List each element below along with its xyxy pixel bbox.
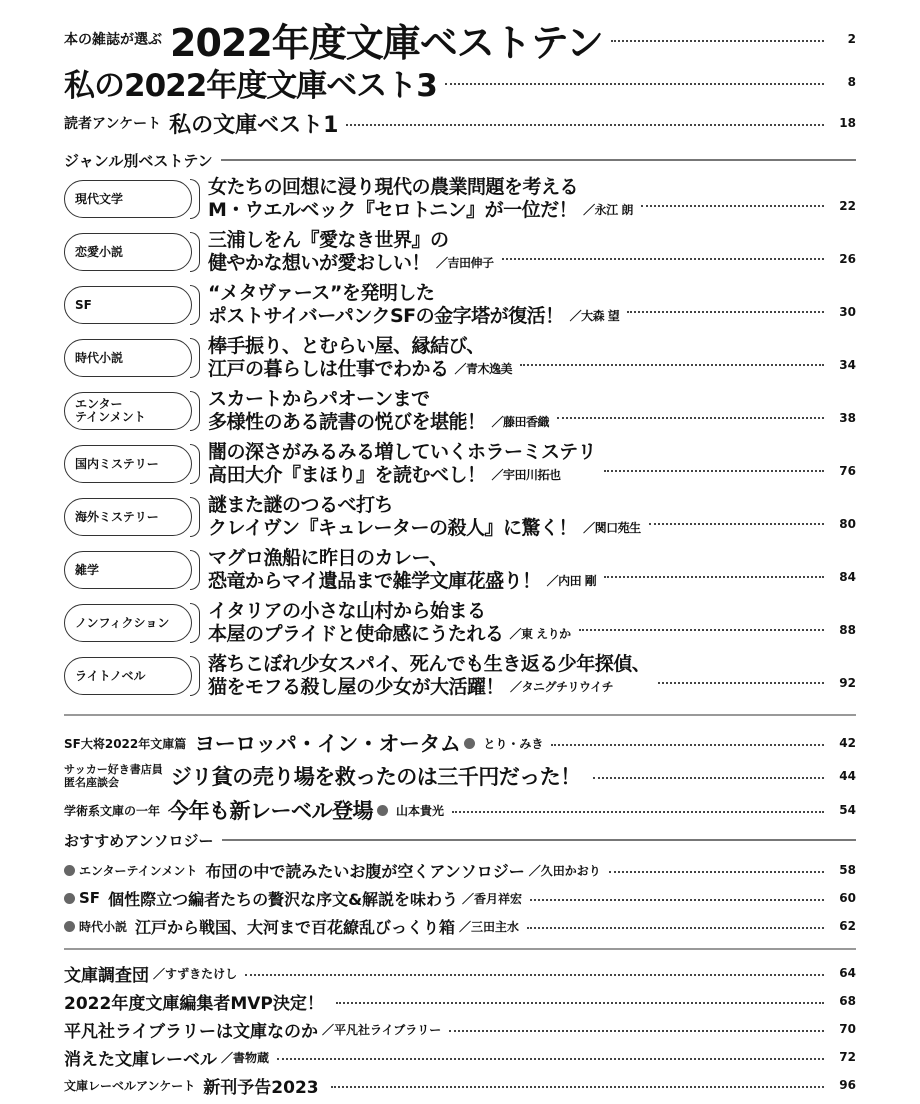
toc-entry[interactable] xyxy=(64,16,856,65)
genre-badge: 現代文学 xyxy=(64,180,192,218)
page-number: 54 xyxy=(839,803,856,817)
title-line-1: 落ちこぼれ少女スパイ、死んでも生き返る少年探偵、 xyxy=(208,653,651,675)
leader-dots xyxy=(245,974,824,976)
bullet-icon xyxy=(64,921,75,932)
genre-entry[interactable] xyxy=(64,228,856,276)
page-number: 60 xyxy=(839,891,856,905)
author: ／書物蔵 xyxy=(221,1050,270,1065)
section-divider xyxy=(64,714,856,716)
entry-title: ジリ貧の売り場を救ったのは三千円だった！ xyxy=(170,765,581,789)
page-number: 34 xyxy=(839,358,856,372)
toc-entry[interactable] xyxy=(64,1072,856,1098)
page-number: 70 xyxy=(839,1022,856,1036)
genre-badge: 国内ミステリー xyxy=(64,445,192,483)
section-rule xyxy=(222,839,856,841)
page-number: 72 xyxy=(839,1050,856,1064)
title-line-2: 健やかな想いが愛おしい！ xyxy=(208,252,431,274)
genre-badge: 時代小説 xyxy=(64,339,192,377)
leader-dots xyxy=(551,744,824,746)
genre-entry[interactable] xyxy=(64,493,856,541)
toc-entry[interactable] xyxy=(64,1044,856,1070)
page-number: 42 xyxy=(839,736,856,750)
title-line-1: スカートからパオーンまで xyxy=(208,388,430,410)
author: ／吉田伸子 xyxy=(436,256,494,270)
author: ／永江 朗 xyxy=(583,203,633,217)
leader-dots xyxy=(277,1058,824,1060)
toc-entry[interactable] xyxy=(64,62,856,102)
leader-dots xyxy=(641,205,824,207)
genre-title xyxy=(208,229,494,275)
bullet-icon xyxy=(64,865,75,876)
section-heading-anthology xyxy=(64,830,856,850)
author: ／東 えりか xyxy=(509,627,571,641)
title-line-2: M・ウエルベック『セロトニン』が一位だ！ xyxy=(208,199,578,221)
toc-entry[interactable] xyxy=(64,885,856,911)
leader-dots xyxy=(579,629,824,631)
leader-dots xyxy=(449,1030,824,1032)
genre-title xyxy=(208,335,512,381)
title-line-1: マグロ漁船に昨日のカレー、 xyxy=(208,547,448,569)
leader-dots xyxy=(627,311,824,313)
genre-entry[interactable] xyxy=(64,652,856,700)
section-rule xyxy=(221,159,856,161)
leader-dots xyxy=(649,523,824,525)
page-number: 44 xyxy=(839,769,856,783)
bracket-decoration xyxy=(190,656,200,696)
entry-title: 布団の中で読みたいお腹が空くアンソロジー xyxy=(205,861,525,881)
author: とり・みき xyxy=(483,736,544,751)
genre-entry[interactable] xyxy=(64,599,856,647)
section-divider xyxy=(64,948,856,950)
toc-entry[interactable] xyxy=(64,857,856,883)
title-line-1: 棒手振り、とむらい屋、縁結び、 xyxy=(208,335,485,357)
bracket-decoration xyxy=(190,603,200,643)
author: ／内田 剛 xyxy=(546,574,597,588)
author: ／香月祥宏 xyxy=(462,891,523,906)
entry-prefix: SF大将2022年文庫篇 xyxy=(64,736,187,751)
genre-title xyxy=(208,494,641,540)
title-line-1: 闇の深さがみるみる増していくホラーミステリ xyxy=(208,441,597,463)
toc-entry[interactable] xyxy=(64,796,856,824)
toc-entry[interactable] xyxy=(64,728,856,758)
leader-dots xyxy=(557,417,824,419)
entry-prefix: 文庫レーベルアンケート xyxy=(64,1078,196,1093)
page-number: 38 xyxy=(839,411,856,425)
genre-badge: エンター テインメント xyxy=(64,392,192,430)
entry-title: 2022年度文庫編集者MVP決定！ xyxy=(64,993,324,1014)
genre-title xyxy=(208,547,596,593)
genre-badge: ライトノベル xyxy=(64,657,192,695)
title-line-2: 江戸の暮らしは仕事でわかる xyxy=(208,358,449,380)
toc-entry[interactable] xyxy=(64,913,856,939)
toc-entry[interactable] xyxy=(64,988,856,1014)
author: ／藤田香織 xyxy=(491,415,550,429)
page-number: 92 xyxy=(839,676,856,690)
section-heading-genre xyxy=(64,150,856,170)
page-number: 18 xyxy=(839,116,856,130)
page-number: 8 xyxy=(847,75,856,89)
entry-title: 消えた文庫レーベル xyxy=(64,1049,217,1070)
category-label: SF xyxy=(79,889,101,907)
leader-dots xyxy=(331,1086,824,1088)
page-number: 76 xyxy=(839,464,856,478)
leader-dots xyxy=(527,927,824,929)
toc-entry[interactable] xyxy=(64,108,856,138)
title-line-1: 三浦しをん『愛なき世界』の xyxy=(208,229,449,251)
author: ／久田かおり xyxy=(528,863,601,878)
leader-dots xyxy=(593,777,824,779)
category-label: エンターテインメント xyxy=(79,863,198,878)
entry-prefix: 本の雑誌が選ぶ xyxy=(64,32,162,48)
bracket-decoration xyxy=(190,497,200,537)
leader-dots xyxy=(346,124,824,126)
entry-title: 私の2022年度文庫ベスト3 xyxy=(64,67,437,104)
genre-title xyxy=(208,388,549,434)
author: ／青木逸美 xyxy=(454,362,513,376)
author: ／関口苑生 xyxy=(583,521,641,535)
genre-title xyxy=(208,176,633,222)
author: ／大森 望 xyxy=(569,309,620,323)
entry-prefix: 学術系文庫の一年 xyxy=(64,803,161,818)
genre-badge: 雑学 xyxy=(64,551,192,589)
section-label: おすすめアンソロジー xyxy=(64,831,214,850)
leader-dots xyxy=(658,682,824,684)
genre-entry[interactable] xyxy=(64,281,856,329)
entry-prefix: 読者アンケート xyxy=(64,116,162,132)
entry-title: 個性際立つ編者たちの贅沢な序文&解説を味わう xyxy=(108,889,459,909)
author: ／タニグチリウイチ xyxy=(510,680,614,694)
category-label: 時代小説 xyxy=(79,919,128,934)
genre-title xyxy=(208,653,650,699)
page-number: 26 xyxy=(839,252,856,266)
author: ／宇田川拓也 xyxy=(491,468,561,482)
page-number: 84 xyxy=(839,570,856,584)
title-line-2: 恐竜からマイ遺品まで雑学文庫花盛り！ xyxy=(208,570,541,592)
leader-dots xyxy=(604,470,824,472)
title-line-2: ポストサイバーパンクSFの金字塔が復活！ xyxy=(208,305,564,327)
leader-dots xyxy=(452,811,824,813)
leader-dots xyxy=(611,40,824,42)
page-number: 68 xyxy=(839,994,856,1008)
entry-title: 私の文庫ベスト1 xyxy=(169,112,339,138)
page-number: 96 xyxy=(839,1078,856,1092)
bracket-decoration xyxy=(190,232,200,272)
entry-title: 江戸から戦国、大河まで百花繚乱びっくり箱 xyxy=(135,917,456,937)
leader-dots xyxy=(530,899,824,901)
page-number: 22 xyxy=(839,199,856,213)
toc-entry[interactable] xyxy=(64,760,856,792)
genre-title xyxy=(208,600,571,646)
bracket-decoration xyxy=(190,444,200,484)
author: ／すずきたけし xyxy=(153,966,238,981)
bracket-decoration xyxy=(190,550,200,590)
bullet-icon xyxy=(64,893,75,904)
title-line-2: 高田大介『まほり』を読むべし！ xyxy=(208,464,486,486)
title-line-1: 女たちの回想に浸り現代の農業問題を考える xyxy=(208,176,579,198)
genre-title xyxy=(208,441,596,487)
entry-title: 平凡社ライブラリーは文庫なのか xyxy=(64,1021,318,1042)
title-line-2: 猫をモフる殺し屋の少女が大活躍！ xyxy=(208,676,505,698)
bullet-icon xyxy=(464,738,475,749)
author: ／平凡社ライブラリー xyxy=(321,1022,442,1037)
leader-dots xyxy=(502,258,824,260)
bracket-decoration xyxy=(190,338,200,378)
title-line-1: イタリアの小さな山村から始まる xyxy=(208,600,486,622)
genre-entry[interactable] xyxy=(64,546,856,594)
genre-entry[interactable] xyxy=(64,387,856,435)
title-line-1: “メタヴァース”を発明した xyxy=(208,282,435,304)
author: 山本貴光 xyxy=(396,803,445,818)
title-line-2: 多様性のある読書の悦びを堪能！ xyxy=(208,411,486,433)
page-number: 58 xyxy=(839,863,856,877)
page-number: 64 xyxy=(839,966,856,980)
leader-dots xyxy=(609,871,824,873)
page-number: 62 xyxy=(839,919,856,933)
page-number: 30 xyxy=(839,305,856,319)
title-line-2: クレイヴン『キュレーターの殺人』に驚く！ xyxy=(208,517,578,539)
genre-badge: 恋愛小説 xyxy=(64,233,192,271)
genre-badge: SF xyxy=(64,286,192,324)
genre-entry[interactable] xyxy=(64,175,856,223)
leader-dots xyxy=(520,364,824,366)
bracket-decoration xyxy=(190,285,200,325)
genre-badge: ノンフィクション xyxy=(64,604,192,642)
entry-title: ヨーロッパ・イン・オータム xyxy=(194,732,461,756)
genre-title xyxy=(208,282,619,328)
leader-dots xyxy=(604,576,824,578)
title-line-1: 謎また謎のつるべ打ち xyxy=(208,494,394,516)
leader-dots xyxy=(336,1002,824,1004)
bracket-decoration xyxy=(190,179,200,219)
bracket-decoration xyxy=(190,391,200,431)
entry-title: 2022年度文庫ベストテン xyxy=(170,20,603,65)
entry-title: 新刊予告2023 xyxy=(203,1077,319,1098)
toc-entry[interactable] xyxy=(64,960,856,986)
leader-dots xyxy=(445,83,824,85)
page-number: 88 xyxy=(839,623,856,637)
toc-entry[interactable] xyxy=(64,1016,856,1042)
genre-badge: 海外ミステリー xyxy=(64,498,192,536)
bullet-icon xyxy=(377,805,388,816)
title-line-2: 本屋のプライドと使命感にうたれる xyxy=(208,623,504,645)
section-label: ジャンル別ベストテン xyxy=(64,151,213,170)
page-number: 80 xyxy=(839,517,856,531)
entry-title: 今年も新レーベル登場 xyxy=(168,799,374,823)
genre-entry[interactable] xyxy=(64,440,856,488)
genre-entry[interactable] xyxy=(64,334,856,382)
author: ／三田主水 xyxy=(459,919,520,934)
entry-title: 文庫調査団 xyxy=(64,965,149,986)
page-number: 2 xyxy=(847,32,856,46)
entry-prefix: サッカー好き書店員 匿名座談会 xyxy=(64,763,163,789)
